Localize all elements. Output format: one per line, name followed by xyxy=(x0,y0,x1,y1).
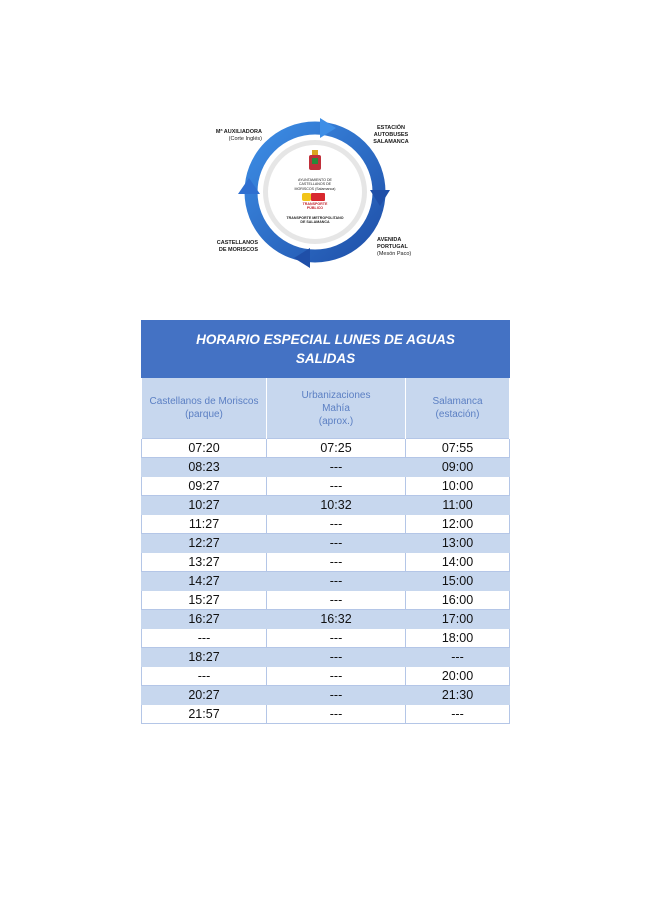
table-row xyxy=(142,591,510,610)
column-header-line: (parque) xyxy=(185,409,223,420)
time-cell: 12:00 xyxy=(406,515,510,534)
column-header-line: (aprox.) xyxy=(318,415,354,427)
time-cell: --- xyxy=(267,667,406,686)
column-header-salamanca xyxy=(406,378,510,439)
time-cell: --- xyxy=(267,572,406,591)
table-row xyxy=(142,496,510,515)
time-cell: 13:00 xyxy=(406,534,510,553)
time-cell: --- xyxy=(267,686,406,705)
time-cell: 18:27 xyxy=(142,648,267,667)
time-cell: 18:00 xyxy=(406,629,510,648)
time-cell: 20:27 xyxy=(142,686,267,705)
stop-name: CASTELLANOS xyxy=(216,240,258,246)
time-cell: --- xyxy=(267,477,406,496)
time-cell: 13:27 xyxy=(142,553,267,572)
time-cell: 11:00 xyxy=(406,496,510,515)
time-cell: --- xyxy=(406,705,510,724)
stop-detail: (Corte Inglés) xyxy=(228,135,262,142)
time-cell: 10:32 xyxy=(267,496,406,515)
council-name-line: AYUNTAMIENTO DE CASTELLANOS DE xyxy=(298,178,332,187)
stop-label-estacion xyxy=(368,125,414,146)
time-cell: --- xyxy=(267,515,406,534)
table-row xyxy=(142,534,510,553)
time-cell: 20:00 xyxy=(406,667,510,686)
column-header-urbanizaciones xyxy=(267,378,406,439)
transport-logo-icon xyxy=(302,193,325,201)
transport-brand-line: TRANSPORTE xyxy=(302,202,328,206)
council-name-line: MORISCOS (Salamanca) xyxy=(294,186,336,191)
time-cell: 16:00 xyxy=(406,591,510,610)
schedule-title xyxy=(142,321,510,378)
column-header-line: (estación) xyxy=(435,409,480,420)
transport-brand xyxy=(293,203,337,211)
time-cell: 10:00 xyxy=(406,477,510,496)
stop-name: ESTACIÓN xyxy=(376,125,405,131)
time-cell: 15:00 xyxy=(406,572,510,591)
time-cell: 11:27 xyxy=(142,515,267,534)
table-row xyxy=(142,648,510,667)
table-row xyxy=(142,686,510,705)
time-cell: 07:55 xyxy=(406,439,510,458)
transport-brand-line: PÚBLICO xyxy=(306,205,324,210)
stop-label-auxiliadora xyxy=(204,129,262,143)
transport-subtitle-line: TRANSPORTE METROPOLITANO xyxy=(286,216,344,220)
stop-label-avenida-portugal xyxy=(377,237,427,258)
stop-name: AUTOBUSES xyxy=(373,131,409,138)
time-cell: 16:27 xyxy=(142,610,267,629)
time-cell: --- xyxy=(142,629,267,648)
council-name xyxy=(285,178,345,191)
column-header-castellanos xyxy=(142,378,267,439)
table-row xyxy=(142,667,510,686)
time-cell: 12:27 xyxy=(142,534,267,553)
stop-name: DE MORISCOS xyxy=(218,246,258,253)
time-cell: --- xyxy=(267,534,406,553)
table-row xyxy=(142,439,510,458)
table-row xyxy=(142,477,510,496)
stop-name: Mª AUXILIADORA xyxy=(215,129,262,135)
time-cell: 07:25 xyxy=(267,439,406,458)
time-cell: --- xyxy=(267,648,406,667)
table-row xyxy=(142,458,510,477)
time-cell: --- xyxy=(267,553,406,572)
stop-detail: (Mesón Paco) xyxy=(377,250,412,257)
table-row xyxy=(142,553,510,572)
time-cell: --- xyxy=(406,648,510,667)
column-header-line: Castellanos de Moriscos xyxy=(149,396,259,407)
table-row xyxy=(142,515,510,534)
stop-name: PORTUGAL xyxy=(377,243,408,250)
time-cell: 10:27 xyxy=(142,496,267,515)
route-diagram xyxy=(190,110,440,275)
column-header-line: Urbanizaciones xyxy=(301,389,371,401)
column-header-line: Mahía xyxy=(322,402,350,414)
time-cell: 17:00 xyxy=(406,610,510,629)
schedule-subtitle: SALIDAS xyxy=(295,351,356,366)
time-cell: 08:23 xyxy=(142,458,267,477)
time-cell: 07:20 xyxy=(142,439,267,458)
table-row xyxy=(142,610,510,629)
table-row xyxy=(142,572,510,591)
time-cell: --- xyxy=(267,458,406,477)
time-cell: 16:32 xyxy=(267,610,406,629)
schedule-table xyxy=(141,320,510,724)
stop-name: SALAMANCA xyxy=(373,138,409,145)
transport-subtitle xyxy=(285,216,345,225)
table-row xyxy=(142,629,510,648)
stop-name: AVENIDA xyxy=(377,237,402,243)
time-cell: 09:27 xyxy=(142,477,267,496)
time-cell: --- xyxy=(267,629,406,648)
table-row xyxy=(142,705,510,724)
stop-label-castellanos xyxy=(198,240,258,254)
time-cell: 15:27 xyxy=(142,591,267,610)
time-cell: 21:30 xyxy=(406,686,510,705)
transport-subtitle-line: DE SALAMANCA xyxy=(300,220,330,225)
time-cell: --- xyxy=(267,591,406,610)
time-cell: --- xyxy=(142,667,267,686)
time-cell: 14:27 xyxy=(142,572,267,591)
time-cell: 09:00 xyxy=(406,458,510,477)
schedule-title-line: HORARIO ESPECIAL LUNES DE AGUAS xyxy=(196,332,455,347)
column-header-line: Salamanca xyxy=(432,396,483,407)
time-cell: 14:00 xyxy=(406,553,510,572)
time-cell: 21:57 xyxy=(142,705,267,724)
time-cell: --- xyxy=(267,705,406,724)
